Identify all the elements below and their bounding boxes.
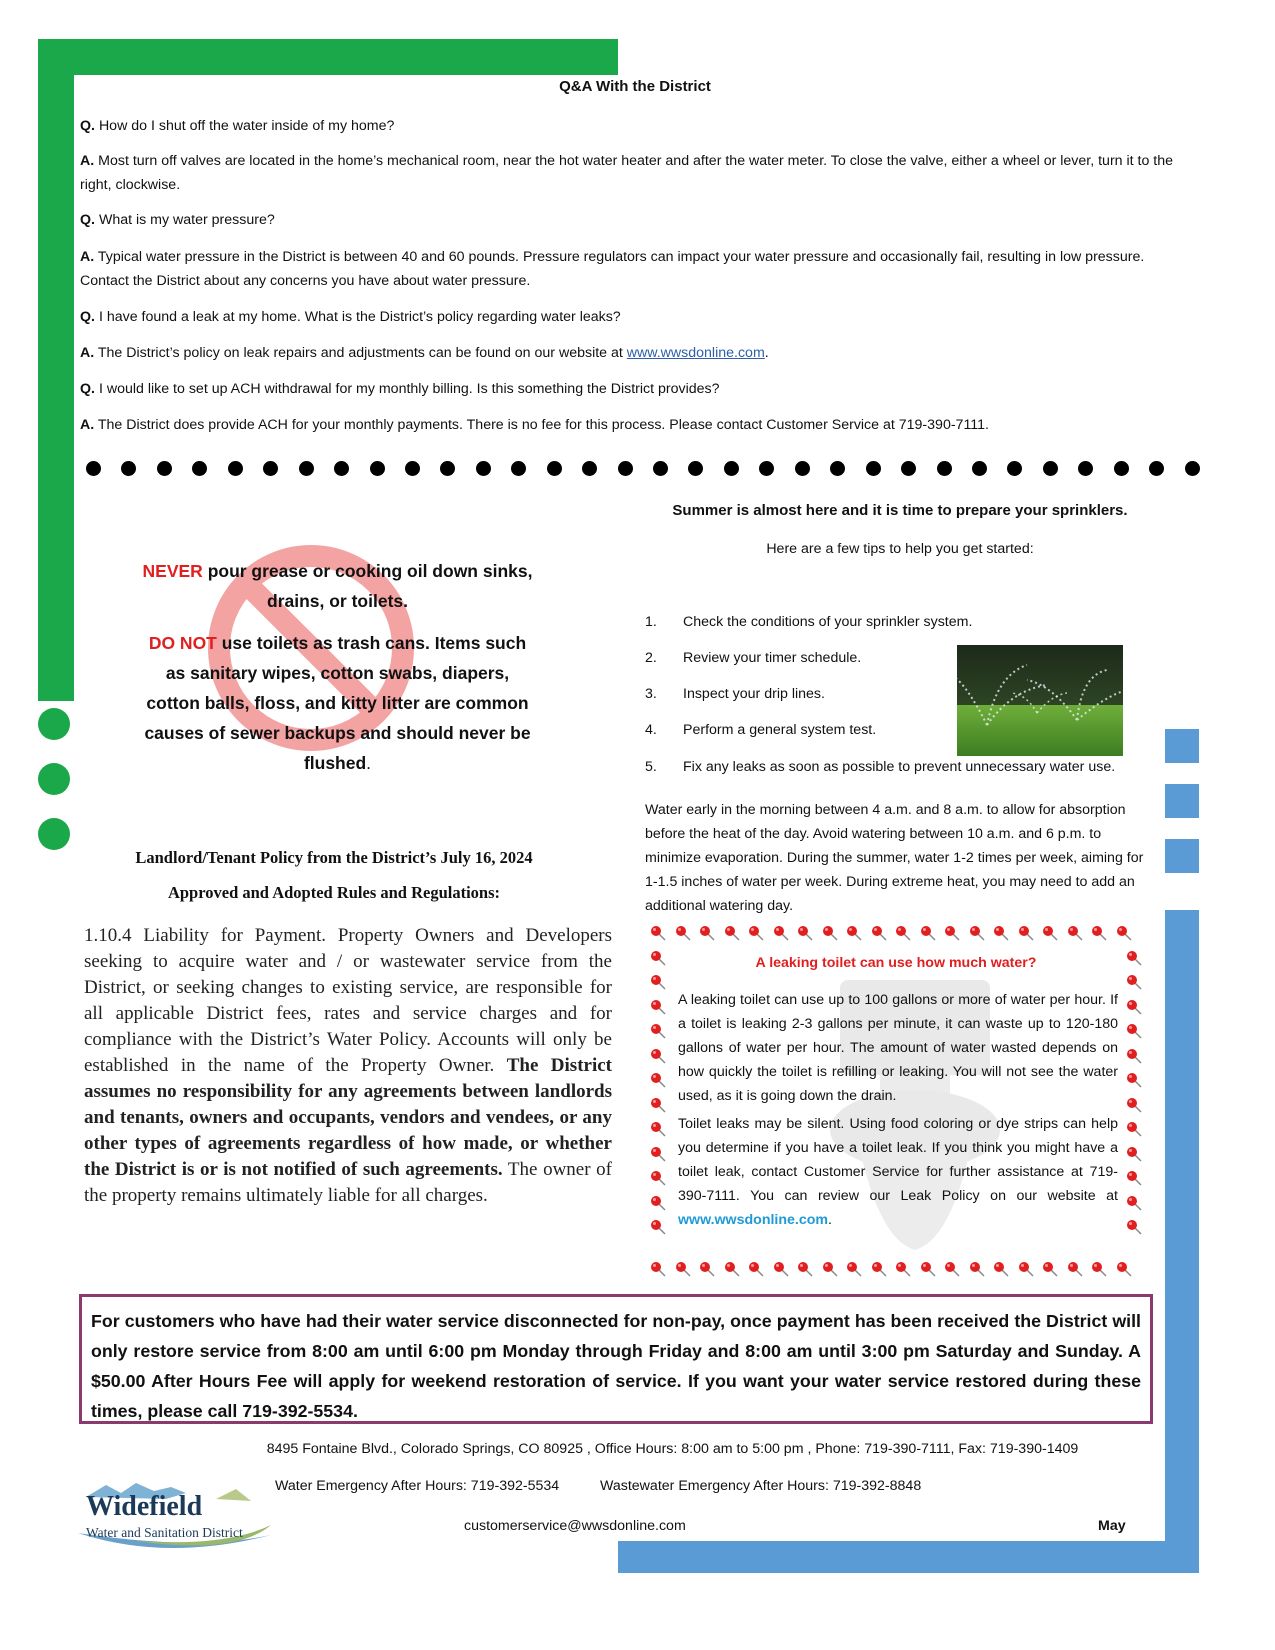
- pin-icon: [650, 1072, 666, 1088]
- sprinkler-photo: [957, 645, 1123, 756]
- pin-icon: [650, 1219, 666, 1235]
- pin-icon: [895, 1261, 911, 1277]
- footer-wastewater-emergency: Wastewater Emergency After Hours: 719-392-8848: [600, 1478, 922, 1494]
- pin-icon: [1018, 925, 1034, 941]
- logo-name: Widefield: [86, 1491, 203, 1522]
- never-notice: NEVER pour grease or cooking oil down sinks, drains, or toilets. DO NOT use toilets as trash cans. Items such as sanitary wipes, cotton swabs, diapers, cotton balls, floss, and kitty litter are common causes of sewer backups and should never be flushed.: [142, 561, 533, 773]
- pin-icon: [650, 999, 666, 1015]
- restoration-notice: For customers who have had their water service disconnected for non-pay, once payment has been received the District will only restore service from 8:00 am until 6:00 pm Monday through Friday and 8:00 am until 3:00 pm Saturday and Sunday. A $50.00 After Hours Fee will apply for weekend restoration of service. If you want your water service restored during these times, please call 719-392-5534.: [79, 1294, 1153, 1424]
- pin-icon: [1126, 1072, 1142, 1088]
- blue-frame-right: [1165, 910, 1199, 1573]
- footer-email[interactable]: customerservice@wwsdonline.com: [464, 1518, 686, 1534]
- pin-icon: [650, 1146, 666, 1162]
- pin-icon: [650, 1261, 666, 1277]
- pin-icon: [1126, 1048, 1142, 1064]
- qa-answer: A. The District does provide ACH for your monthly payments. There is no fee for this process. Please contact Customer Service at 719-390-7111.: [80, 417, 989, 433]
- pin-icon: [650, 1170, 666, 1186]
- pin-icon: [822, 1261, 838, 1277]
- pin-icon: [920, 1261, 936, 1277]
- qa-question: Q. How do I shut off the water inside of my home?: [80, 118, 395, 134]
- blue-square: [1165, 839, 1199, 873]
- pin-icon: [846, 1261, 862, 1277]
- qa-title: Q&A With the District: [559, 78, 711, 95]
- pin-icon: [773, 1261, 789, 1277]
- pin-icon: [1091, 925, 1107, 941]
- pin-icon: [1126, 1121, 1142, 1137]
- leak-title: A leaking toilet can use how much water?: [755, 955, 1037, 971]
- pin-icon: [650, 1097, 666, 1113]
- pin-icon: [675, 1261, 691, 1277]
- pin-icon: [1116, 925, 1132, 941]
- pin-icon: [748, 1261, 764, 1277]
- pin-icon: [650, 950, 666, 966]
- green-dot: [38, 763, 70, 795]
- pin-icon: [1126, 1146, 1142, 1162]
- pin-icon: [650, 1121, 666, 1137]
- pin-icon: [944, 925, 960, 941]
- qa-answer: A. The District’s policy on leak repairs and adjustments can be found on our website at www.wwsdonline.com.: [80, 345, 769, 361]
- pin-icon: [699, 1261, 715, 1277]
- sprinkler-title: Summer is almost here and it is time to prepare your sprinklers.: [672, 502, 1128, 519]
- pin-icon: [650, 925, 666, 941]
- qa-answer: A. Most turn off valves are located in the home’s mechanical room, near the hot water heater and after the water meter. To close the valve, either a wheel or lever, turn it to the right, clockwise.: [80, 153, 1174, 193]
- pin-icon: [993, 1261, 1009, 1277]
- qa-question: Q. I would like to set up ACH withdrawal for my monthly billing. Is this something the District provides?: [80, 381, 720, 397]
- issue-month: May: [1098, 1518, 1126, 1534]
- pin-icon: [1126, 1097, 1142, 1113]
- pin-icon: [1067, 1261, 1083, 1277]
- leak-paragraph: A leaking toilet can use up to 100 gallons or more of water per hour. If a toilet is leaking 2-3 gallons per minute, it can waste up to 120-180 gallons of water per hour. The amount of water wasted depends on how quickly the toilet is refilling or leaking. You will not see the water used, as it is going down the drain.: [678, 992, 1118, 1104]
- pin-icon: [969, 1261, 985, 1277]
- tip-item: 2. Review your timer schedule.: [645, 650, 862, 666]
- pin-icon: [748, 925, 764, 941]
- tip-item: 5. Fix any leaks as soon as possible to prevent unnecessary water use.: [645, 759, 1116, 775]
- website-link[interactable]: www.wwsdonline.com: [678, 1212, 829, 1228]
- pin-icon: [822, 925, 838, 941]
- pin-icon: [871, 1261, 887, 1277]
- tip-item: 3. Inspect your drip lines.: [645, 686, 825, 702]
- pin-icon: [969, 925, 985, 941]
- pin-icon: [1126, 1195, 1142, 1211]
- blue-square: [1165, 729, 1199, 763]
- pin-icon: [797, 1261, 813, 1277]
- pin-icon: [1126, 1170, 1142, 1186]
- pin-icon: [724, 925, 740, 941]
- qa-question: Q. I have found a leak at my home. What is the District’s policy regarding water leaks?: [80, 309, 621, 325]
- dotted-divider: [86, 461, 1200, 479]
- pin-icon: [1091, 1261, 1107, 1277]
- pin-icon: [871, 925, 887, 941]
- watering-advice: Water early in the morning between 4 a.m. and 8 a.m. to allow for absorption before the heat of the day. Avoid watering between 10 a.m. and 6 p.m. to minimize evaporation. During the summer, water 1-2 times per week, aiming for 1-1.5 inches of water per week. During extreme heat, you may need to add an additional watering day.: [645, 802, 1144, 914]
- blue-frame-bottom: [618, 1541, 1199, 1573]
- blue-square: [1165, 784, 1199, 818]
- pin-icon: [699, 925, 715, 941]
- pin-icon: [650, 1195, 666, 1211]
- pin-icon: [773, 925, 789, 941]
- pin-icon: [650, 1048, 666, 1064]
- tip-item: 4. Perform a general system test.: [645, 722, 877, 738]
- landlord-policy-text: 1.10.4 Liability for Payment. Property Owners and Developers seeking to acquire water and / or wastewater service from the District, or seeking changes to existing service, are responsible for all applicable District fees, rates and service charges and for compliance with the District’s Water Policy. Accounts will only be established in the name of the Property Owner. The District assumes no responsibility for any agreements between landlords and tenants, owners and occupants, vendors and vendees, or any other types of agreements regardless of how made, or whether the District is or is not notified of such agreements. The owner of the property remains ultimately liable for all charges.: [84, 925, 612, 1206]
- footer-address: 8495 Fontaine Blvd., Colorado Springs, CO 80925 , Office Hours: 8:00 am to 5:00 pm , Phone: 719-390-7111, Fax: 719-390-1409: [266, 1441, 1079, 1457]
- pin-icon: [846, 925, 862, 941]
- footer-water-emergency: Water Emergency After Hours: 719-392-5534: [275, 1478, 560, 1494]
- logo-subtitle: Water and Sanitation District: [86, 1525, 243, 1540]
- pin-icon: [944, 1261, 960, 1277]
- pin-icon: [650, 1023, 666, 1039]
- pin-icon: [1126, 999, 1142, 1015]
- pin-icon: [1126, 950, 1142, 966]
- pin-icon: [1018, 1261, 1034, 1277]
- landlord-subheading: Approved and Adopted Rules and Regulations:: [167, 883, 501, 902]
- sprinkler-subtitle: Here are a few tips to help you get started:: [766, 541, 1034, 557]
- pin-icon: [1126, 1219, 1142, 1235]
- pin-icon: [1067, 925, 1083, 941]
- website-link[interactable]: www.wwsdonline.com: [626, 345, 765, 361]
- green-dot: [38, 818, 70, 850]
- pin-icon: [1126, 1023, 1142, 1039]
- pin-icon: [920, 925, 936, 941]
- district-logo: [76, 1477, 276, 1557]
- pin-icon: [895, 925, 911, 941]
- pin-icon: [797, 925, 813, 941]
- pin-icon: [1042, 1261, 1058, 1277]
- pin-icon: [724, 1261, 740, 1277]
- pin-icon: [675, 925, 691, 941]
- green-frame-top: [38, 39, 618, 75]
- green-dot: [38, 708, 70, 740]
- tip-item: 1. Check the conditions of your sprinkler system.: [645, 614, 973, 630]
- landlord-heading: Landlord/Tenant Policy from the District’s July 16, 2024: [135, 848, 533, 867]
- green-frame-left: [38, 39, 74, 701]
- pin-icon: [1126, 974, 1142, 990]
- pin-icon: [1116, 1261, 1132, 1277]
- qa-answer: A. Typical water pressure in the District is between 40 and 60 pounds. Pressure regulators can impact your water pressure and occasionally fail, resulting in low pressure. Contact the District about any concerns you have about water pressure.: [80, 249, 1145, 289]
- pin-icon: [1042, 925, 1058, 941]
- pin-icon: [650, 974, 666, 990]
- qa-question: Q. What is my water pressure?: [80, 212, 275, 228]
- leak-paragraph: Toilet leaks may be silent. Using food coloring or dye strips can help you determine if you have a toilet leak. If you think you might have a toilet leak, contact Customer Service for further assistance at 719-390-7111. You can review our Leak Policy on our website at www.wwsdonline.com.: [678, 1116, 1118, 1228]
- pin-icon: [993, 925, 1009, 941]
